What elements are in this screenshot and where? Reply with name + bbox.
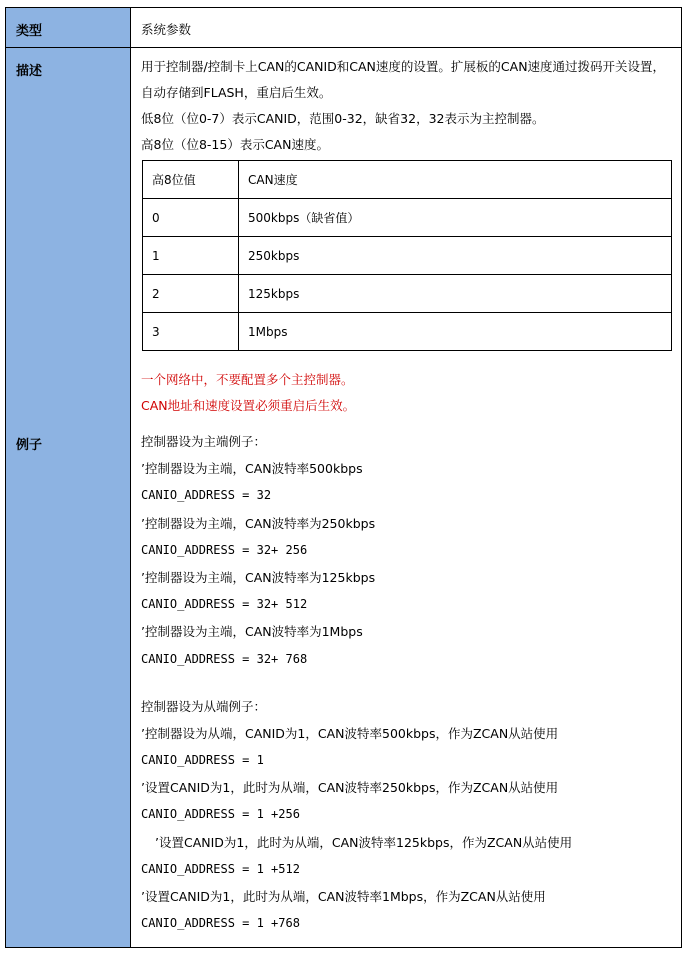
- table-header-row: [143, 161, 672, 199]
- code-line: CANIO_ADDRESS = 32: [141, 488, 272, 503]
- code-line: CANIO_ADDRESS = 1 +256: [141, 807, 300, 822]
- code-comment: ’控制器设为主端，CAN波特率为250kbps: [141, 515, 376, 531]
- code-line: CANIO_ADDRESS = 1 +512: [141, 861, 300, 876]
- description-text: [141, 54, 671, 158]
- code-comment: ’设置CANID为1，此时为从端，CAN波特率1Mbps，作为ZCAN从站使用: [141, 889, 546, 904]
- table-cell: 1: [143, 237, 239, 275]
- table-cell: 3: [143, 313, 239, 351]
- table-row: [143, 275, 672, 313]
- description-para-2: 低8位（位0-7）表示CANID，范围0-32，缺省32，32表示为主控制器。: [141, 111, 545, 126]
- description-para-3: 高8位（位8-15）表示CAN速度。: [141, 137, 329, 152]
- table-cell: 500kbps（缺省值）: [239, 199, 672, 237]
- table-cell: 0: [143, 199, 239, 237]
- code-comment: ’控制器设为主端，CAN波特率为125kbps: [141, 569, 376, 585]
- warning-multiple-masters: 一个网络中，不要配置多个主控制器。: [141, 372, 354, 387]
- table-row: [143, 237, 672, 275]
- type-label: 类型: [16, 24, 43, 39]
- can-speed-table: [142, 160, 672, 351]
- master-example-title: 控制器设为主端例子：: [141, 434, 267, 449]
- code-comment: ’设置CANID为1，此时为从端，CAN波特率125kbps，作为ZCAN从站使用: [155, 834, 573, 850]
- label-column: [6, 8, 131, 947]
- code-line: CANIO_ADDRESS = 32+ 512: [141, 597, 308, 612]
- spacer: [141, 673, 676, 693]
- table-cell: 1Mbps: [239, 313, 672, 351]
- code-line: CANIO_ADDRESS = 1 +768: [141, 916, 300, 931]
- example-code: [141, 428, 676, 937]
- table-cell: 2: [143, 275, 239, 313]
- table-cell: 250kbps: [239, 237, 672, 275]
- code-comment: ’设置CANID为1，此时为从端，CAN波特率250kbps，作为ZCAN从站使用: [141, 780, 559, 796]
- type-value: 系统参数: [141, 22, 192, 37]
- description-label: 描述: [16, 64, 43, 79]
- code-comment: ’控制器设为主端，CAN波特率500kbps: [141, 461, 363, 477]
- code-line: CANIO_ADDRESS = 32+ 256: [141, 542, 308, 557]
- code-comment: ’控制器设为主端，CAN波特率为1Mbps: [141, 624, 363, 640]
- table-row: [143, 313, 672, 351]
- description-para-1: 用于控制器/控制卡上CAN的CANID和CAN速度的设置。扩展板的CAN速度通过拨码开关设置，自动存储到FLASH，重启后生效。: [141, 59, 666, 100]
- parameter-table: [5, 7, 682, 948]
- code-line: CANIO_ADDRESS = 1: [141, 753, 264, 768]
- table-header-cell: 高8位值: [143, 161, 239, 199]
- code-line: CANIO_ADDRESS = 32+ 768: [141, 651, 308, 666]
- row-divider: [6, 47, 681, 48]
- example-label: 例子: [16, 438, 43, 453]
- table-cell: 125kbps: [239, 275, 672, 313]
- code-comment: ’控制器设为从端，CANID为1，CAN波特率500kbps，作为ZCAN从站使用: [141, 725, 559, 741]
- slave-example-title: 控制器设为从端例子：: [141, 698, 267, 714]
- warning-restart-required: CAN地址和速度设置必须重启后生效。: [141, 398, 356, 413]
- table-row: [143, 199, 672, 237]
- table-header-cell: CAN速度: [239, 161, 672, 199]
